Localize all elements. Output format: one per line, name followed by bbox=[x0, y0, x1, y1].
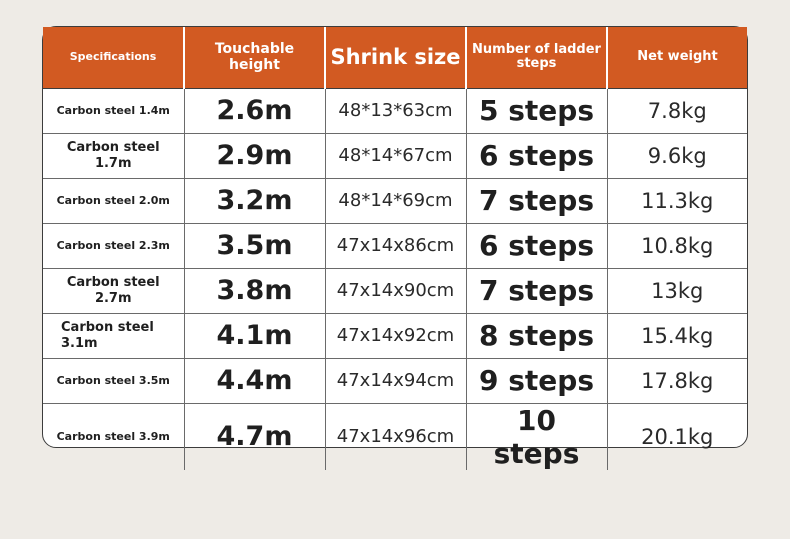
cell-spec: Carbon steel 1.4m bbox=[43, 88, 184, 133]
cell-size: 47x14x90cm bbox=[325, 268, 466, 313]
cell-height: 4.7m bbox=[184, 403, 325, 470]
cell-height: 3.8m bbox=[184, 268, 325, 313]
cell-spec: Carbon steel 1.7m bbox=[43, 133, 184, 178]
table-body bbox=[43, 88, 747, 470]
cell-height: 3.2m bbox=[184, 178, 325, 223]
cell-size: 48*14*67cm bbox=[325, 133, 466, 178]
header-ladder-steps: Number of ladder steps bbox=[466, 27, 607, 88]
spec-table-grid bbox=[43, 27, 747, 470]
cell-steps: 5 steps bbox=[466, 88, 607, 133]
table-row bbox=[43, 88, 747, 133]
header-specifications: Specifications bbox=[43, 27, 184, 88]
cell-spec: Carbon steel 2.7m bbox=[43, 268, 184, 313]
cell-size: 47x14x92cm bbox=[325, 313, 466, 358]
cell-weight: 15.4kg bbox=[607, 313, 747, 358]
spec-table bbox=[42, 26, 748, 470]
cell-weight: 11.3kg bbox=[607, 178, 747, 223]
cell-steps: 7 steps bbox=[466, 178, 607, 223]
header-shrink-size: Shrink size bbox=[325, 27, 466, 88]
cell-size: 47x14x96cm bbox=[325, 403, 466, 470]
cell-height: 4.1m bbox=[184, 313, 325, 358]
header-net-weight: Net weight bbox=[607, 27, 747, 88]
cell-size: 48*14*69cm bbox=[325, 178, 466, 223]
table-row bbox=[43, 133, 747, 178]
cell-size: 48*13*63cm bbox=[325, 88, 466, 133]
cell-height: 2.6m bbox=[184, 88, 325, 133]
table-row bbox=[43, 313, 747, 358]
cell-steps: 8 steps bbox=[466, 313, 607, 358]
table-row bbox=[43, 268, 747, 313]
table-header bbox=[43, 27, 747, 88]
cell-steps: 9 steps bbox=[466, 358, 607, 403]
cell-spec: Carbon steel 3.1m bbox=[43, 313, 184, 358]
cell-spec: Carbon steel 3.9m bbox=[43, 403, 184, 470]
cell-height: 4.4m bbox=[184, 358, 325, 403]
cell-height: 2.9m bbox=[184, 133, 325, 178]
table-row bbox=[43, 403, 747, 470]
cell-weight: 20.1kg bbox=[607, 403, 747, 470]
cell-size: 47x14x94cm bbox=[325, 358, 466, 403]
table-row bbox=[43, 358, 747, 403]
cell-steps: 10 steps bbox=[466, 403, 607, 470]
cell-steps: 6 steps bbox=[466, 223, 607, 268]
cell-size: 47x14x86cm bbox=[325, 223, 466, 268]
cell-weight: 7.8kg bbox=[607, 88, 747, 133]
header-row bbox=[43, 27, 747, 88]
cell-spec: Carbon steel 2.0m bbox=[43, 178, 184, 223]
cell-steps: 7 steps bbox=[466, 268, 607, 313]
cell-weight: 13kg bbox=[607, 268, 747, 313]
cell-weight: 17.8kg bbox=[607, 358, 747, 403]
cell-spec: Carbon steel 3.5m bbox=[43, 358, 184, 403]
table-row bbox=[43, 223, 747, 268]
cell-weight: 10.8kg bbox=[607, 223, 747, 268]
header-touchable-height: Touchable height bbox=[184, 27, 325, 88]
table-row bbox=[43, 178, 747, 223]
cell-weight: 9.6kg bbox=[607, 133, 747, 178]
cell-height: 3.5m bbox=[184, 223, 325, 268]
cell-spec: Carbon steel 2.3m bbox=[43, 223, 184, 268]
cell-steps: 6 steps bbox=[466, 133, 607, 178]
